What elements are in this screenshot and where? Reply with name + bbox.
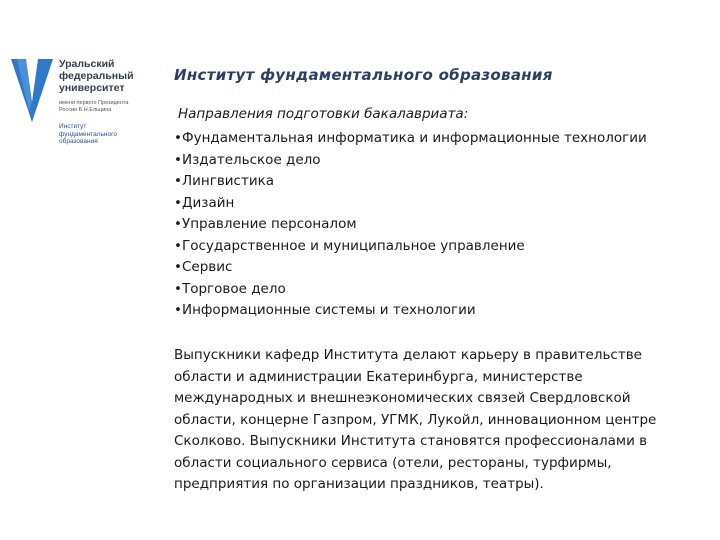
list-item: • Государственное и муниципальное управление <box>174 236 647 258</box>
paragraph-line: Сколково. Выпускники Института становятся профессионалами в <box>174 433 648 449</box>
logo-institute-line: Институт <box>59 123 87 130</box>
list-item: • Фундаментальная информатика и информационные технологии <box>174 128 647 150</box>
logo-line: федеральный <box>59 70 134 82</box>
logo-line: университет <box>59 82 125 94</box>
page-title: Институт фундаментального образования <box>174 66 553 84</box>
list-item: • Сервис <box>174 257 647 279</box>
logo-university-name <box>59 58 159 94</box>
list-item: • Лингвистика <box>174 171 647 193</box>
programs-heading: Направления подготовки бакалавриата: <box>178 106 469 122</box>
list-item: • Управление персоналом <box>174 214 647 236</box>
university-logo <box>10 56 160 156</box>
logo-sub-line: России Б.Н.Ельцина <box>59 106 112 113</box>
career-paragraph <box>174 345 700 496</box>
logo-subline <box>59 100 159 113</box>
list-item: • Информационные системы и технологии <box>174 300 647 322</box>
logo-line: Уральский <box>59 58 115 70</box>
paragraph-line: Выпускники кафедр Института делают карьеру в правительстве <box>174 347 642 363</box>
logo-institute-name <box>59 123 159 146</box>
paragraph-line: области, концерне Газпром, УГМК, Лукойл, инновационном центре <box>174 411 657 428</box>
paragraph-line: международных и внешнеэкономических связей Свердловской <box>174 390 631 406</box>
list-item: • Торговое дело <box>174 279 647 301</box>
urfu-logo-icon <box>10 56 54 124</box>
logo-sub-line: имени первого Президента <box>59 100 129 106</box>
paragraph-line: предприятия по организации праздников, театры). <box>174 476 544 492</box>
paragraph-line: области и администрации Екатеринбурга, министерстве <box>174 368 583 385</box>
list-item: • Дизайн <box>174 193 647 215</box>
list-item: • Издательское дело <box>174 150 647 172</box>
programs-list <box>174 128 647 322</box>
logo-institute-line: фундаментального <box>59 130 117 138</box>
logo-institute-line: образования <box>59 138 98 145</box>
paragraph-line: области социального сервиса (отели, рестораны, турфирмы, <box>174 454 612 471</box>
